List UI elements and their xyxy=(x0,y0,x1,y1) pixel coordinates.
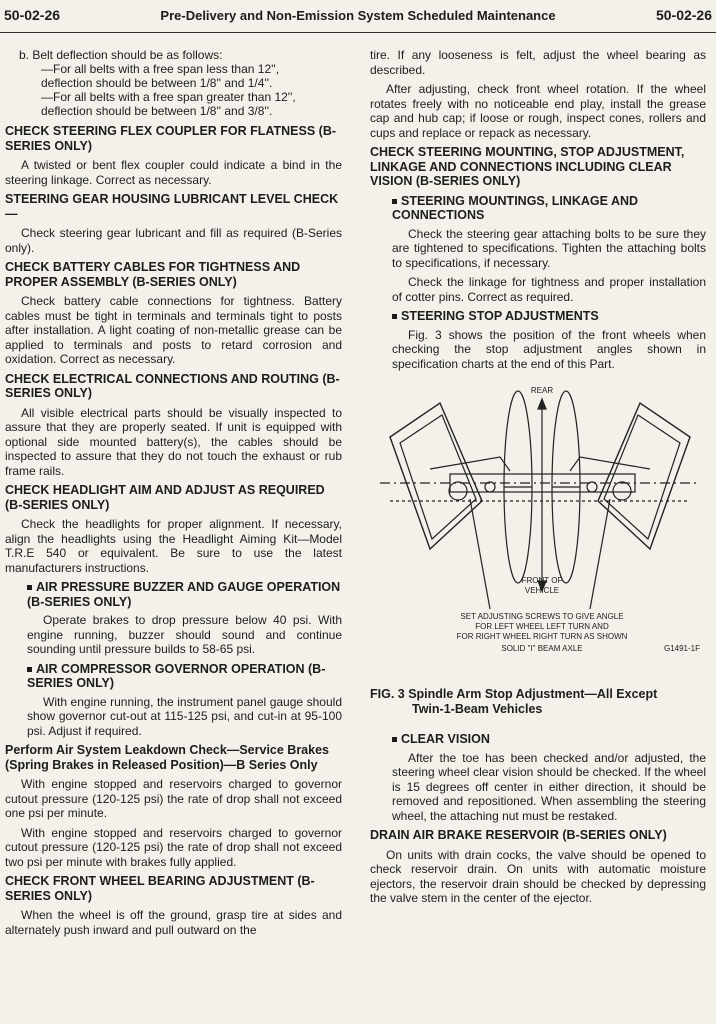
page-header xyxy=(0,0,716,33)
belt-item-b: b. Belt deflection should be as follows: xyxy=(19,48,223,62)
caption-line-1: FIG. 3 Spindle Arm Stop Adjustment—All Except xyxy=(370,687,658,701)
para-wheel-bearing: When the wheel is off the ground, grasp tire at sides and alternately push inward and pull outward on the xyxy=(5,908,342,937)
para-battery-cables: Check battery cable connections for tightness. Battery cables must be tight in terminals and terminals tight to posts after installation. A light coating of non-metallic grease can be applied to terminals and posts to retard corrosion and oxidation. Correct as necessary. xyxy=(5,294,342,366)
label-axle: SOLID "I" BEAM AXLE xyxy=(501,644,583,653)
para-clear-vision: After the toe has been checked and/or adjusted, the steering wheel clear vision should be checked. If the wheel is 15 degrees off center in either direction, it should be removed and repositioned. When assembling the steering wheel, the attaching nut must be restaked. xyxy=(392,750,706,823)
label-note-3: FOR RIGHT WHEEL RIGHT TURN AS SHOWN xyxy=(456,632,628,641)
heading-governor: AIR COMPRESSOR GOVERNOR OPERATION (B-SERIES ONLY) xyxy=(27,661,326,690)
para-wheel-bearing-cont: tire. If any looseness is felt, adjust the wheel bearing as described. xyxy=(370,48,706,77)
figure-spindle-arm xyxy=(370,379,710,679)
belt-line: deflection should be between 1/8'' and 1/4''. xyxy=(41,76,273,90)
belt-line: deflection should be between 1/8'' and 3/8''. xyxy=(41,104,273,118)
para-air-buzzer: Operate brakes to drop pressure below 40 psi. With engine running, buzzer should sound and continue sounding until pressure builds to 58-65 psi. xyxy=(27,613,342,656)
belt-line: —For all belts with a free span less than 12'', xyxy=(41,62,280,76)
heading-battery-cables: CHECK BATTERY CABLES FOR TIGHTNESS AND PROPER ASSEMBLY (B-SERIES ONLY) xyxy=(5,260,301,289)
heading-wheel-bearing: CHECK FRONT WHEEL BEARING ADJUSTMENT (B-SERIES ONLY) xyxy=(5,874,315,903)
para-stop-adjustments: Fig. 3 shows the position of the front wheels when checking the stop adjustment angles shown in specification charts at the end of this Part. xyxy=(392,327,706,371)
belt-deflection-list xyxy=(19,48,342,118)
para-governor: With engine running, the instrument panel gauge should show governor cut-out at 115-125 psi, and cut-in at 95-100 psi. Adjust if required. xyxy=(27,694,342,738)
para-flex-coupler: A twisted or bent flex coupler could indicate a bind in the steering linkage. Correct as necessary. xyxy=(5,158,342,187)
para-gear-lubricant: Check steering gear lubricant and fill as required (B-Series only). xyxy=(5,226,342,255)
label-note-1: SET ADJUSTING SCREWS TO GIVE ANGLE xyxy=(460,612,624,621)
heading-flex-coupler: CHECK STEERING FLEX COUPLER FOR FLATNESS (B-SERIES ONLY) xyxy=(5,124,337,153)
heading-electrical: CHECK ELECTRICAL CONNECTIONS AND ROUTING (B-SERIES ONLY) xyxy=(5,371,340,400)
heading-headlight: CHECK HEADLIGHT AIM AND ADJUST AS REQUIRED (B-SERIES ONLY) xyxy=(5,483,325,512)
para-electrical: All visible electrical parts should be visually inspected to assure that they are properly seated. If unit is equipped with optional side mounted battery(s), the cables should be inspected to assure that they do not touch the exhaust or rub frame rails. xyxy=(5,405,342,478)
belt-line: —For all belts with a free span greater than 12'', xyxy=(41,90,296,104)
figure-caption xyxy=(370,687,706,716)
caption-line-2: Twin-1-Beam Vehicles xyxy=(412,701,543,716)
para-mountings-2: Check the linkage for tightness and proper installation of cotter pins. Correct as required. xyxy=(392,275,706,304)
para-after-adjusting: After adjusting, check front wheel rotation. If the wheel rotates freely with no noticeable end play, install the grease cap and hub cap; if loose or rough, inspect cones, rollers and cups and replace or repack as necessary. xyxy=(370,82,706,140)
heading-air-buzzer: AIR PRESSURE BUZZER AND GAUGE OPERATION (B-SERIES ONLY) xyxy=(27,580,341,609)
para-leakdown-2: With engine stopped and reservoirs charged to governor cutout pressure (120-125 psi) the rate of drop shall not exceed two psi per minute with brakes fully applied. xyxy=(5,825,342,869)
para-mountings-1: Check the steering gear attaching bolts to be sure they are tightened to specifications. Tighten the attaching bolts to specifications, if necessary. xyxy=(392,226,706,270)
bullet-square-icon xyxy=(392,199,397,204)
heading-leakdown: Perform Air System Leakdown Check—Service Brakes (Spring Brakes in Released Position)—B Series Only xyxy=(5,743,329,772)
bullet-square-icon xyxy=(27,667,32,672)
bullet-square-icon xyxy=(392,737,397,742)
label-front-2: VEHICLE xyxy=(524,586,560,595)
label-rear: REAR xyxy=(530,386,554,395)
running-title: Pre-Delivery and Non-Emission System Scheduled Maintenance xyxy=(160,8,556,23)
label-note-2: FOR LEFT WHEEL LEFT TURN AND xyxy=(475,622,609,631)
left-column xyxy=(5,48,342,942)
para-leakdown-1: With engine stopped and reservoirs charged to governor cutout pressure (120-125 psi) the rate of drop shall not exceed one psi per minute. xyxy=(5,777,342,820)
page-number-left: 50-02-26 xyxy=(4,7,61,23)
heading-stop-adjustments: STEERING STOP ADJUSTMENTS xyxy=(392,309,706,324)
para-drain-reservoir: On units with drain cocks, the valve should be opened to check reservoir drain. On units with automatic moisture ejectors, the reservoir drain should be checked by depressing the valve stem in the center of the ejector. xyxy=(370,847,706,905)
heading-drain-reservoir: DRAIN AIR BRAKE RESERVOIR (B-SERIES ONLY) xyxy=(370,828,667,842)
spindle-arm-diagram xyxy=(370,379,710,679)
heading-gear-lubricant: STEERING GEAR HOUSING LUBRICANT LEVEL CHECK— xyxy=(5,192,339,221)
para-headlight: Check the headlights for proper alignment. If necessary, align the headlights using the Headlight Aiming Kit—Model T.R.E 540 or equivalent. Be sure to use the latest manufacturers instructions. xyxy=(5,517,342,575)
bullet-square-icon xyxy=(27,585,32,590)
heading-mountings-linkage: STEERING MOUNTINGS, LINKAGE AND CONNECTIONS xyxy=(392,193,639,222)
bullet-square-icon xyxy=(392,314,397,319)
heading-clear-vision: CLEAR VISION xyxy=(392,732,706,747)
label-front-1: FRONT OF xyxy=(521,576,563,585)
right-column xyxy=(370,48,706,911)
page-number-right: 50-02-26 xyxy=(655,7,712,23)
heading-steering-mounting: CHECK STEERING MOUNTING, STOP ADJUSTMENT, LINKAGE AND CONNECTIONS INCLUDING CLEAR VISION (B-SERIES ONLY) xyxy=(370,145,685,188)
figure-code: G1491-1F xyxy=(663,644,701,653)
